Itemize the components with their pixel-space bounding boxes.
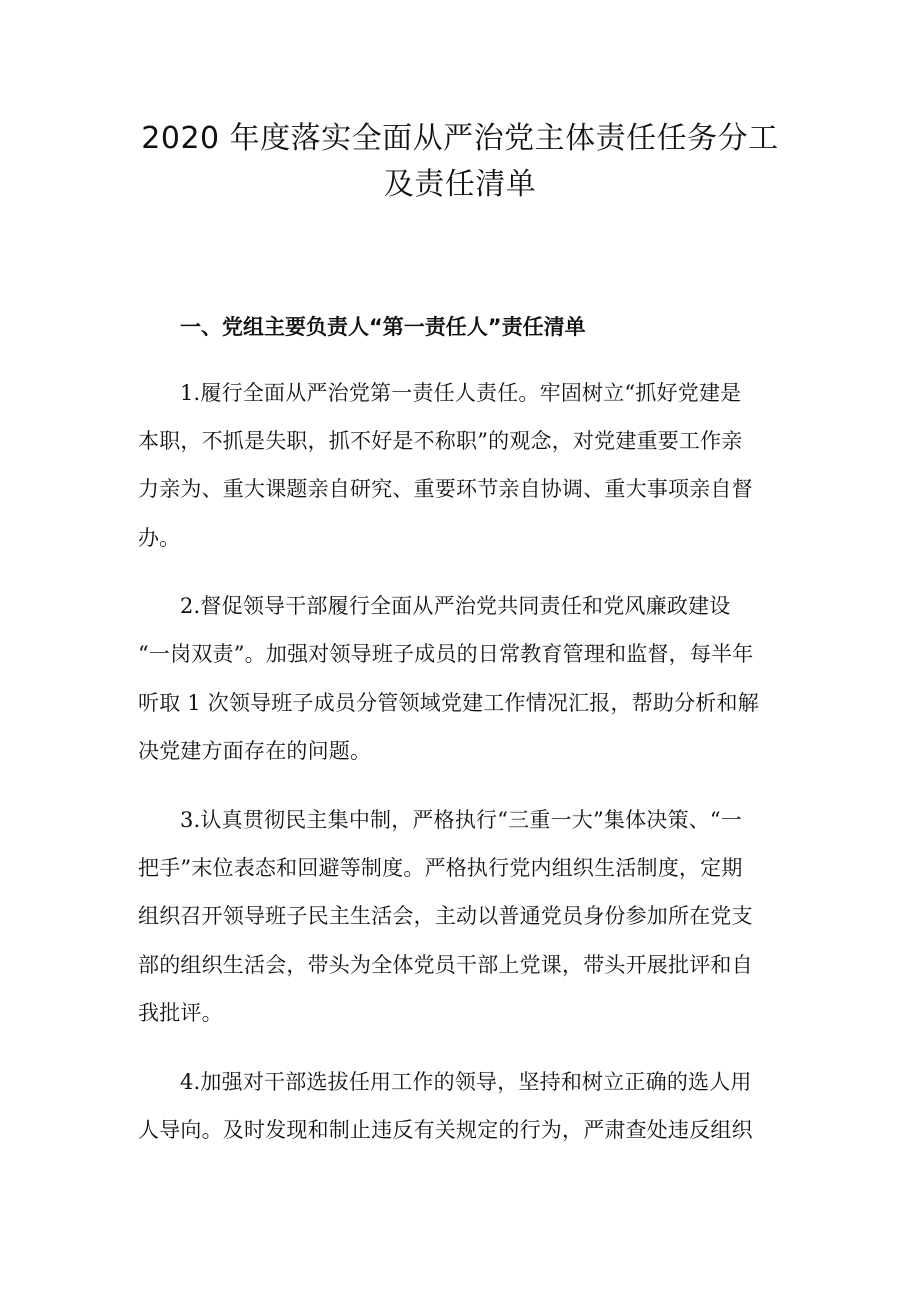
document-title-line-2: 及责任清单 <box>383 167 537 202</box>
paragraph-1-line-4: 办。 <box>138 526 181 550</box>
paragraph-3-line-2: 把手”末位表态和回避等制度。严格执行党内组织生活制度，定期 <box>138 856 743 880</box>
paragraph-4-line-2: 人导向。及时发现和制止违反有关规定的行为，严肃查处违反组织 <box>138 1118 753 1142</box>
paragraph-1-line-3: 力亲为、重大课题亲自研究、重要环节亲自协调、重大事项亲自督 <box>138 477 753 501</box>
paragraph-3-line-4: 部的组织生活会，带头为全体党员干部上党课，带头开展批评和自 <box>138 953 753 977</box>
section-heading: 一、党组主要负责人“第一责任人”责任清单 <box>180 315 586 339</box>
paragraph-3-line-1: 3.认真贯彻民主集中制，严格执行“三重一大”集体决策、“一 <box>180 808 743 832</box>
document-title-line-1: 2020 年度落实全面从严治党主体责任任务分工 <box>141 121 779 156</box>
paragraph-2-line-4: 决党建方面存在的问题。 <box>138 739 372 763</box>
paragraph-2-line-3: 听取 1 次领导班子成员分管领域党建工作情况汇报，帮助分析和解 <box>138 691 759 715</box>
paragraph-2-line-1: 2.督促领导干部履行全面从严治党共同责任和党风廉政建设 <box>180 594 731 618</box>
paragraph-3-line-5: 我批评。 <box>138 1001 223 1025</box>
paragraph-1-line-1: 1.履行全面从严治党第一责任人责任。牢固树立“抓好党建是 <box>180 381 742 405</box>
paragraph-3-line-3: 组织召开领导班子民主生活会，主动以普通党员身份参加所在党支 <box>138 904 753 928</box>
paragraph-1-line-2: 本职，不抓是失职，抓不好是不称职”的观念，对党建重要工作亲 <box>138 429 743 453</box>
paragraph-2-line-2: “一岗双责”。加强对领导班子成员的日常教育管理和监督，每半年 <box>138 642 754 666</box>
paragraph-4-line-1: 4.加强对干部选拔任用工作的领导，坚持和树立正确的选人用 <box>180 1070 752 1094</box>
